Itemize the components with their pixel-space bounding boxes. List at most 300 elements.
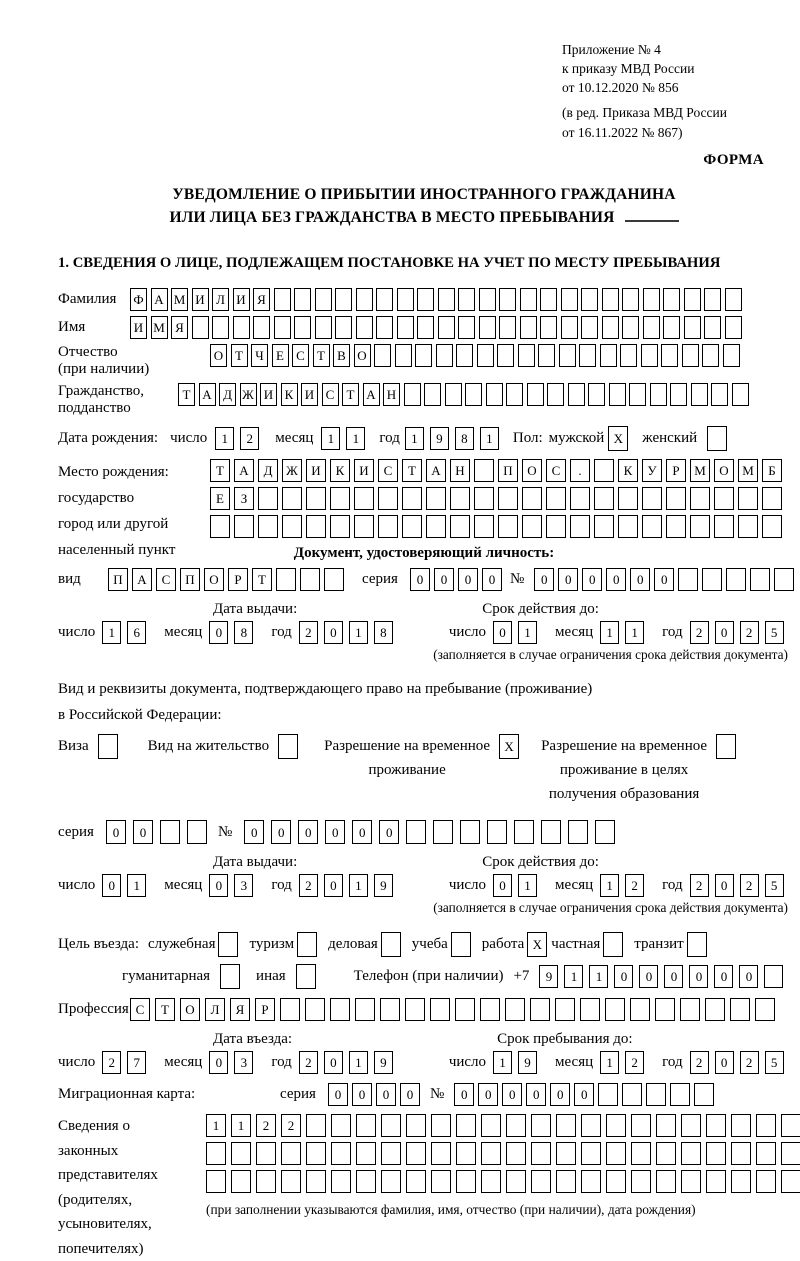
- form-cell[interactable]: [406, 820, 426, 844]
- form-cell[interactable]: 0: [106, 820, 126, 844]
- form-cell[interactable]: [487, 820, 507, 844]
- form-cell[interactable]: М: [738, 459, 758, 482]
- form-cell[interactable]: [690, 487, 710, 510]
- form-cell[interactable]: [762, 487, 782, 510]
- form-cell[interactable]: [499, 316, 516, 339]
- form-cell[interactable]: 8: [374, 621, 393, 644]
- form-cell[interactable]: [456, 1114, 476, 1137]
- form-cell[interactable]: [684, 288, 701, 311]
- form-cell[interactable]: [670, 383, 687, 406]
- form-cell[interactable]: [231, 1170, 251, 1193]
- form-cell[interactable]: [486, 383, 503, 406]
- form-cell[interactable]: 1: [589, 965, 608, 988]
- form-cell[interactable]: 2: [299, 874, 318, 897]
- form-cell[interactable]: [280, 998, 300, 1021]
- form-cell[interactable]: [506, 1114, 526, 1137]
- form-cell[interactable]: [455, 998, 475, 1021]
- form-cell[interactable]: 1: [600, 1051, 619, 1074]
- form-cell[interactable]: [330, 515, 350, 538]
- form-cell[interactable]: [756, 1170, 776, 1193]
- form-cell[interactable]: [756, 1142, 776, 1165]
- form-cell[interactable]: А: [132, 568, 152, 591]
- form-cell[interactable]: [781, 1114, 800, 1137]
- form-cell[interactable]: [306, 1170, 326, 1193]
- form-cell[interactable]: [738, 487, 758, 510]
- form-cell[interactable]: 2: [690, 621, 709, 644]
- form-cell[interactable]: [730, 998, 750, 1021]
- form-cell[interactable]: Т: [210, 459, 230, 482]
- form-cell[interactable]: [438, 316, 455, 339]
- form-cell[interactable]: [520, 316, 537, 339]
- form-cell[interactable]: 0: [715, 621, 734, 644]
- form-cell[interactable]: [702, 568, 722, 591]
- form-cell[interactable]: [555, 998, 575, 1021]
- form-cell[interactable]: [274, 288, 291, 311]
- form-cell[interactable]: [602, 288, 619, 311]
- form-cell[interactable]: [656, 1170, 676, 1193]
- form-cell[interactable]: [281, 1142, 301, 1165]
- form-cell[interactable]: [506, 1142, 526, 1165]
- form-cell[interactable]: Е: [210, 487, 230, 510]
- form-cell[interactable]: 1: [127, 874, 146, 897]
- form-cell[interactable]: 1: [564, 965, 583, 988]
- form-cell[interactable]: [705, 998, 725, 1021]
- form-cell[interactable]: [506, 383, 523, 406]
- form-cell[interactable]: [402, 515, 422, 538]
- form-cell[interactable]: [629, 383, 646, 406]
- form-cell[interactable]: [656, 1114, 676, 1137]
- form-cell[interactable]: Л: [205, 998, 225, 1021]
- form-cell[interactable]: [642, 515, 662, 538]
- form-cell[interactable]: 0: [574, 1083, 594, 1106]
- form-cell[interactable]: 3: [234, 874, 253, 897]
- form-cell[interactable]: 5: [765, 874, 784, 897]
- form-cell[interactable]: [438, 288, 455, 311]
- form-cell[interactable]: [527, 383, 544, 406]
- form-cell[interactable]: [756, 1114, 776, 1137]
- form-cell[interactable]: [602, 316, 619, 339]
- form-cell[interactable]: [424, 383, 441, 406]
- form-cell[interactable]: [606, 1142, 626, 1165]
- form-cell[interactable]: 0: [400, 1083, 420, 1106]
- form-cell[interactable]: П: [108, 568, 128, 591]
- form-cell[interactable]: С: [292, 344, 309, 367]
- form-cell[interactable]: [405, 998, 425, 1021]
- form-cell[interactable]: Я: [253, 288, 270, 311]
- form-cell[interactable]: [663, 288, 680, 311]
- form-cell[interactable]: 0: [324, 874, 343, 897]
- form-cell[interactable]: [324, 568, 344, 591]
- form-cell[interactable]: [622, 288, 639, 311]
- form-cell[interactable]: [381, 1142, 401, 1165]
- form-cell[interactable]: 0: [324, 1051, 343, 1074]
- form-cell[interactable]: А: [426, 459, 446, 482]
- form-cell[interactable]: Н: [383, 383, 400, 406]
- form-cell[interactable]: [297, 932, 317, 957]
- form-cell[interactable]: [594, 459, 614, 482]
- form-cell[interactable]: [294, 288, 311, 311]
- form-cell[interactable]: [210, 515, 230, 538]
- form-cell[interactable]: 0: [739, 965, 758, 988]
- form-cell[interactable]: Е: [272, 344, 289, 367]
- form-cell[interactable]: [354, 487, 374, 510]
- form-cell[interactable]: 7: [127, 1051, 146, 1074]
- form-cell[interactable]: 0: [639, 965, 658, 988]
- form-cell[interactable]: [561, 288, 578, 311]
- form-cell[interactable]: [458, 288, 475, 311]
- form-cell[interactable]: [306, 515, 326, 538]
- form-cell[interactable]: [641, 344, 658, 367]
- form-cell[interactable]: 1: [405, 427, 424, 450]
- form-cell[interactable]: А: [363, 383, 380, 406]
- form-cell[interactable]: [707, 426, 727, 451]
- form-cell[interactable]: 2: [740, 874, 759, 897]
- form-cell[interactable]: Р: [228, 568, 248, 591]
- form-cell[interactable]: [436, 344, 453, 367]
- form-cell[interactable]: М: [151, 316, 168, 339]
- form-cell[interactable]: И: [306, 459, 326, 482]
- form-cell[interactable]: [305, 998, 325, 1021]
- form-cell[interactable]: 0: [410, 568, 430, 591]
- form-cell[interactable]: [330, 998, 350, 1021]
- form-cell[interactable]: [680, 998, 700, 1021]
- form-cell[interactable]: 5: [765, 621, 784, 644]
- form-cell[interactable]: 1: [600, 621, 619, 644]
- form-cell[interactable]: 0: [352, 820, 372, 844]
- form-cell[interactable]: [731, 1142, 751, 1165]
- form-cell[interactable]: 0: [298, 820, 318, 844]
- form-cell[interactable]: [646, 1083, 666, 1106]
- form-cell[interactable]: [445, 383, 462, 406]
- form-cell[interactable]: [622, 316, 639, 339]
- form-cell[interactable]: 8: [234, 621, 253, 644]
- form-cell[interactable]: [431, 1170, 451, 1193]
- form-cell[interactable]: [581, 1114, 601, 1137]
- form-cell[interactable]: 0: [493, 621, 512, 644]
- form-cell[interactable]: И: [354, 459, 374, 482]
- form-cell[interactable]: 1: [480, 427, 499, 450]
- form-cell[interactable]: 9: [374, 874, 393, 897]
- form-cell[interactable]: [253, 316, 270, 339]
- form-cell[interactable]: 1: [349, 1051, 368, 1074]
- form-cell[interactable]: В: [333, 344, 350, 367]
- form-cell[interactable]: [650, 383, 667, 406]
- form-cell[interactable]: 2: [625, 874, 644, 897]
- form-cell[interactable]: [430, 998, 450, 1021]
- form-cell[interactable]: [762, 515, 782, 538]
- form-cell[interactable]: [296, 964, 316, 989]
- form-cell[interactable]: Ж: [282, 459, 302, 482]
- form-cell[interactable]: [655, 998, 675, 1021]
- form-cell[interactable]: [568, 820, 588, 844]
- form-cell[interactable]: [231, 1142, 251, 1165]
- form-cell[interactable]: 2: [299, 1051, 318, 1074]
- form-cell[interactable]: [702, 344, 719, 367]
- form-cell[interactable]: [282, 515, 302, 538]
- form-cell[interactable]: [433, 820, 453, 844]
- form-cell[interactable]: [691, 383, 708, 406]
- form-cell[interactable]: 0: [434, 568, 454, 591]
- form-cell[interactable]: .: [570, 459, 590, 482]
- form-cell[interactable]: [681, 1170, 701, 1193]
- form-cell[interactable]: 9: [539, 965, 558, 988]
- form-cell[interactable]: [481, 1114, 501, 1137]
- form-cell[interactable]: 2: [690, 1051, 709, 1074]
- form-cell[interactable]: [725, 316, 742, 339]
- form-cell[interactable]: Ж: [240, 383, 257, 406]
- form-cell[interactable]: [581, 1170, 601, 1193]
- form-cell[interactable]: 0: [550, 1083, 570, 1106]
- form-cell[interactable]: 9: [518, 1051, 537, 1074]
- form-cell[interactable]: К: [281, 383, 298, 406]
- form-cell[interactable]: [661, 344, 678, 367]
- form-cell[interactable]: [258, 515, 278, 538]
- form-cell[interactable]: Т: [155, 998, 175, 1021]
- form-cell[interactable]: [505, 998, 525, 1021]
- form-cell[interactable]: И: [301, 383, 318, 406]
- form-cell[interactable]: [556, 1170, 576, 1193]
- form-cell[interactable]: О: [522, 459, 542, 482]
- form-cell[interactable]: [417, 288, 434, 311]
- form-cell[interactable]: [187, 820, 207, 844]
- form-cell[interactable]: [278, 734, 298, 759]
- form-cell[interactable]: [406, 1142, 426, 1165]
- form-cell[interactable]: 0: [325, 820, 345, 844]
- form-cell[interactable]: Ч: [251, 344, 268, 367]
- form-cell[interactable]: М: [171, 288, 188, 311]
- form-cell[interactable]: [479, 316, 496, 339]
- form-cell[interactable]: [606, 1114, 626, 1137]
- form-cell[interactable]: С: [546, 459, 566, 482]
- form-cell[interactable]: 0: [376, 1083, 396, 1106]
- form-cell[interactable]: [331, 1114, 351, 1137]
- form-cell[interactable]: З: [234, 487, 254, 510]
- form-cell[interactable]: [666, 487, 686, 510]
- form-cell[interactable]: [474, 487, 494, 510]
- form-cell[interactable]: [331, 1142, 351, 1165]
- form-cell[interactable]: [561, 316, 578, 339]
- form-cell[interactable]: 0: [714, 965, 733, 988]
- form-cell[interactable]: [581, 316, 598, 339]
- form-cell[interactable]: [212, 316, 229, 339]
- form-cell[interactable]: [274, 316, 291, 339]
- form-cell[interactable]: 0: [689, 965, 708, 988]
- form-cell[interactable]: Я: [230, 998, 250, 1021]
- form-cell[interactable]: П: [498, 459, 518, 482]
- form-cell[interactable]: [378, 515, 398, 538]
- form-cell[interactable]: [479, 288, 496, 311]
- form-cell[interactable]: 0: [558, 568, 578, 591]
- form-cell[interactable]: [690, 515, 710, 538]
- form-cell[interactable]: 0: [493, 874, 512, 897]
- form-cell[interactable]: [581, 288, 598, 311]
- form-cell[interactable]: [499, 288, 516, 311]
- form-cell[interactable]: 0: [664, 965, 683, 988]
- form-cell[interactable]: О: [354, 344, 371, 367]
- form-cell[interactable]: [600, 344, 617, 367]
- form-cell[interactable]: [356, 316, 373, 339]
- form-cell[interactable]: Т: [231, 344, 248, 367]
- form-cell[interactable]: 0: [209, 874, 228, 897]
- form-cell[interactable]: Я: [171, 316, 188, 339]
- form-cell[interactable]: Л: [212, 288, 229, 311]
- form-cell[interactable]: И: [260, 383, 277, 406]
- form-cell[interactable]: [480, 998, 500, 1021]
- form-cell[interactable]: [630, 998, 650, 1021]
- form-cell[interactable]: [681, 1142, 701, 1165]
- form-cell[interactable]: [732, 383, 749, 406]
- form-cell[interactable]: [731, 1170, 751, 1193]
- form-cell[interactable]: [670, 1083, 690, 1106]
- form-cell[interactable]: [704, 288, 721, 311]
- form-cell[interactable]: 6: [127, 621, 146, 644]
- form-cell[interactable]: [568, 383, 585, 406]
- form-cell[interactable]: [306, 487, 326, 510]
- form-cell[interactable]: 1: [518, 621, 537, 644]
- form-cell[interactable]: [474, 459, 494, 482]
- form-cell[interactable]: [714, 515, 734, 538]
- form-cell[interactable]: С: [378, 459, 398, 482]
- form-cell[interactable]: Т: [342, 383, 359, 406]
- form-cell[interactable]: Д: [258, 459, 278, 482]
- form-cell[interactable]: [431, 1142, 451, 1165]
- form-cell[interactable]: [192, 316, 209, 339]
- form-cell[interactable]: [300, 568, 320, 591]
- form-cell[interactable]: [356, 288, 373, 311]
- form-cell[interactable]: С: [130, 998, 150, 1021]
- form-cell[interactable]: [774, 568, 794, 591]
- form-cell[interactable]: К: [330, 459, 350, 482]
- form-cell[interactable]: 2: [690, 874, 709, 897]
- form-cell[interactable]: С: [156, 568, 176, 591]
- form-cell[interactable]: [580, 998, 600, 1021]
- form-cell[interactable]: [631, 1142, 651, 1165]
- form-cell[interactable]: [356, 1114, 376, 1137]
- form-cell[interactable]: [520, 288, 537, 311]
- form-cell[interactable]: 1: [231, 1114, 251, 1137]
- form-cell[interactable]: [481, 1170, 501, 1193]
- form-cell[interactable]: [380, 998, 400, 1021]
- form-cell[interactable]: 2: [299, 621, 318, 644]
- form-cell[interactable]: [376, 288, 393, 311]
- form-cell[interactable]: А: [199, 383, 216, 406]
- form-cell[interactable]: И: [233, 288, 250, 311]
- form-cell[interactable]: [415, 344, 432, 367]
- form-cell[interactable]: X: [608, 426, 628, 451]
- form-cell[interactable]: 2: [740, 1051, 759, 1074]
- form-cell[interactable]: 0: [654, 568, 674, 591]
- form-cell[interactable]: 9: [374, 1051, 393, 1074]
- form-cell[interactable]: X: [499, 734, 519, 759]
- form-cell[interactable]: [426, 487, 446, 510]
- form-cell[interactable]: [218, 932, 238, 957]
- form-cell[interactable]: 1: [321, 427, 340, 450]
- form-cell[interactable]: [556, 1142, 576, 1165]
- form-cell[interactable]: [725, 288, 742, 311]
- form-cell[interactable]: [706, 1142, 726, 1165]
- form-cell[interactable]: [356, 1170, 376, 1193]
- form-cell[interactable]: [618, 515, 638, 538]
- form-cell[interactable]: [160, 820, 180, 844]
- form-cell[interactable]: 0: [271, 820, 291, 844]
- form-cell[interactable]: 2: [240, 427, 259, 450]
- form-cell[interactable]: [456, 1170, 476, 1193]
- form-cell[interactable]: 1: [215, 427, 234, 450]
- form-cell[interactable]: [764, 965, 783, 988]
- form-cell[interactable]: 1: [346, 427, 365, 450]
- form-cell[interactable]: [606, 1170, 626, 1193]
- form-cell[interactable]: 0: [606, 568, 626, 591]
- form-cell[interactable]: 0: [454, 1083, 474, 1106]
- form-cell[interactable]: С: [322, 383, 339, 406]
- form-cell[interactable]: [531, 1142, 551, 1165]
- form-cell[interactable]: [594, 487, 614, 510]
- form-cell[interactable]: X: [527, 932, 547, 957]
- form-cell[interactable]: [206, 1142, 226, 1165]
- form-cell[interactable]: 8: [455, 427, 474, 450]
- form-cell[interactable]: [663, 316, 680, 339]
- form-cell[interactable]: [276, 568, 296, 591]
- form-cell[interactable]: [522, 515, 542, 538]
- form-cell[interactable]: [594, 515, 614, 538]
- form-cell[interactable]: 0: [715, 1051, 734, 1074]
- form-cell[interactable]: [714, 487, 734, 510]
- form-cell[interactable]: [450, 515, 470, 538]
- form-cell[interactable]: [588, 383, 605, 406]
- form-cell[interactable]: [595, 820, 615, 844]
- form-cell[interactable]: 0: [133, 820, 153, 844]
- form-cell[interactable]: 0: [379, 820, 399, 844]
- form-cell[interactable]: [687, 932, 707, 957]
- form-cell[interactable]: [609, 383, 626, 406]
- form-cell[interactable]: [233, 316, 250, 339]
- form-cell[interactable]: [678, 568, 698, 591]
- form-cell[interactable]: [256, 1142, 276, 1165]
- form-cell[interactable]: 1: [625, 621, 644, 644]
- form-cell[interactable]: [620, 344, 637, 367]
- form-cell[interactable]: 0: [502, 1083, 522, 1106]
- form-cell[interactable]: [315, 316, 332, 339]
- form-cell[interactable]: [406, 1114, 426, 1137]
- form-cell[interactable]: У: [642, 459, 662, 482]
- form-cell[interactable]: 2: [102, 1051, 121, 1074]
- form-cell[interactable]: [450, 487, 470, 510]
- form-cell[interactable]: [547, 383, 564, 406]
- form-cell[interactable]: [456, 344, 473, 367]
- form-cell[interactable]: [540, 316, 557, 339]
- form-cell[interactable]: 0: [102, 874, 121, 897]
- form-cell[interactable]: [378, 487, 398, 510]
- form-cell[interactable]: [356, 1142, 376, 1165]
- form-cell[interactable]: [220, 964, 240, 989]
- form-cell[interactable]: [781, 1142, 800, 1165]
- form-cell[interactable]: [431, 1114, 451, 1137]
- form-cell[interactable]: О: [210, 344, 227, 367]
- form-cell[interactable]: 1: [349, 874, 368, 897]
- form-cell[interactable]: 2: [256, 1114, 276, 1137]
- form-cell[interactable]: [541, 820, 561, 844]
- form-cell[interactable]: [498, 515, 518, 538]
- form-cell[interactable]: Р: [255, 998, 275, 1021]
- form-cell[interactable]: [355, 998, 375, 1021]
- form-cell[interactable]: 0: [209, 621, 228, 644]
- form-cell[interactable]: [315, 288, 332, 311]
- form-cell[interactable]: [460, 820, 480, 844]
- form-cell[interactable]: [684, 316, 701, 339]
- form-cell[interactable]: 0: [458, 568, 478, 591]
- form-cell[interactable]: [354, 515, 374, 538]
- form-cell[interactable]: [206, 1170, 226, 1193]
